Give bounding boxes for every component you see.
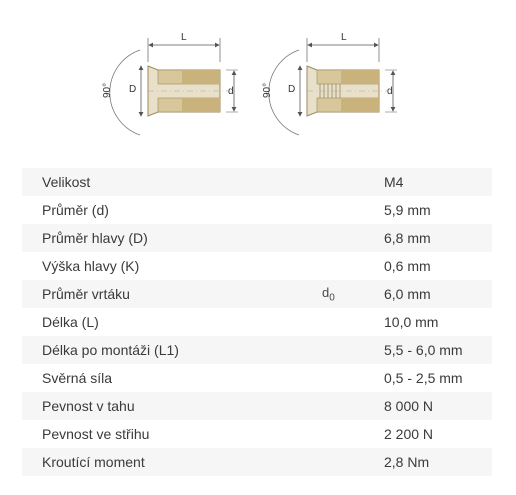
spec-label: Pevnost v tahu [42, 398, 135, 414]
spec-symbol [322, 364, 384, 392]
spec-label: Délka po montáži (L1) [42, 342, 179, 358]
spec-label: Výška hlavy (K) [42, 258, 140, 274]
spec-row [22, 420, 492, 448]
angle-label: 90° [102, 82, 113, 98]
spec-label: Průměr (d) [42, 202, 109, 218]
spec-row [22, 196, 492, 224]
spec-symbol [322, 392, 384, 420]
head-diameter-label: D [129, 84, 137, 95]
spec-label: Svěrná síla [42, 370, 113, 386]
spec-value: 5,5 - 6,0 mm [384, 342, 463, 358]
spec-label: Pevnost ve střihu [42, 426, 150, 442]
spec-label: Průměr vrtáku [42, 286, 130, 302]
spec-value: M4 [384, 174, 404, 190]
spec-value: 10,0 mm [384, 314, 439, 330]
spec-value: 0,6 mm [384, 258, 431, 274]
spec-row [22, 280, 492, 308]
spec-row [22, 392, 492, 420]
spec-row [22, 168, 492, 196]
technical-drawings [0, 0, 516, 160]
spec-label: Velikost [42, 174, 91, 190]
spec-label: Průměr hlavy (D) [42, 230, 148, 246]
angle-label: 90° [262, 82, 273, 98]
spec-label: Délka (L) [42, 314, 99, 330]
spec-symbol [322, 252, 384, 280]
spec-symbol [322, 308, 384, 336]
spec-symbol [322, 336, 384, 364]
diameter-label: d [228, 86, 234, 97]
length-label: L [181, 32, 187, 43]
spec-symbol [322, 448, 384, 476]
spec-symbol [322, 420, 384, 448]
spec-row [22, 364, 492, 392]
head-diameter-label: D [288, 84, 296, 95]
spec-value: 2 200 N [384, 426, 434, 442]
spec-symbol [322, 168, 384, 196]
diameter-label: d [387, 86, 393, 97]
length-label: L [341, 32, 347, 43]
rivet-nut-drawing-knurled [262, 32, 397, 135]
spec-label: Kroutící moment [42, 454, 145, 470]
spec-table [22, 168, 492, 476]
spec-row [22, 336, 492, 364]
spec-value: 8 000 N [384, 398, 434, 414]
spec-value: 0,5 - 2,5 mm [384, 370, 463, 386]
spec-row [22, 448, 492, 476]
spec-value: 6,0 mm [384, 286, 431, 302]
spec-row [22, 308, 492, 336]
spec-value: 2,8 Nm [384, 454, 430, 470]
rivet-nut-drawing-smooth [102, 32, 238, 135]
spec-symbol [322, 196, 384, 224]
spec-value: 6,8 mm [384, 230, 431, 246]
spec-symbol: $d_0$ [322, 284, 335, 304]
spec-symbol [322, 224, 384, 252]
spec-row [22, 224, 492, 252]
spec-row [22, 252, 492, 280]
spec-value: 5,9 mm [384, 202, 431, 218]
